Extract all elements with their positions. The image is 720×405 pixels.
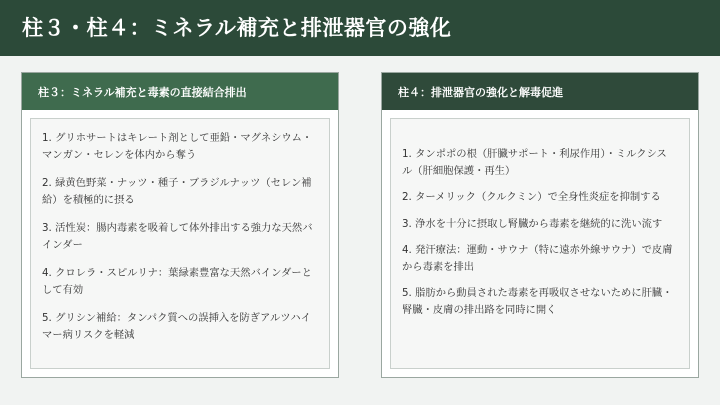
slide-title: 柱３・柱４：ミネラル補充と排泄器官の強化 <box>22 16 452 40</box>
pillar-4-title: 柱４：排泄器官の強化と解毒促進 <box>398 85 563 99</box>
pillar-4-panel <box>381 72 699 378</box>
list-item: 4. 発汗療法：運動・サウナ（特に遠赤外線サウナ）で皮膚から毒素を排出 <box>402 244 673 273</box>
pillar-3-panel <box>21 72 339 378</box>
list-item: 3. 浄水を十分に摂取し腎臓から毒素を継続的に洗い流す <box>402 217 663 230</box>
list-item: 3. 活性炭：腸内毒素を吸着して体外排出する強力な天然バインダー <box>42 222 313 251</box>
pillar-3-title: 柱３：ミネラル補充と毒素の直接結合排出 <box>38 85 247 99</box>
list-item: 2. ターメリック（クルクミン）で全身性炎症を抑制する <box>402 191 661 203</box>
list-item: 1. グリホサートはキレート剤として亜鉛・マグネシウム・マンガン・セレンを体内から奪う <box>42 132 313 161</box>
pillar-3-header <box>22 73 338 110</box>
list-item: 5. グリシン補給：タンパク質への誤挿入を防ぎアルツハイマー病リスクを軽減 <box>42 312 311 341</box>
pillar-3-list <box>30 118 330 369</box>
list-item: 1. タンポポの根（肝臓サポート・利尿作用）・ミルクシスル（肝細胞保護・再生） <box>402 148 667 177</box>
list-item: 5. 脂肪から動員された毒素を再吸収させないために肝臓・腎臓・皮膚の排出路を同時に開く <box>402 287 673 316</box>
pillar-4-list <box>390 118 690 369</box>
list-item: 4. クロレラ・スピルリナ：葉緑素豊富な天然バインダーとして有効 <box>42 267 312 296</box>
slide-header <box>0 0 720 56</box>
pillar-4-header <box>382 73 698 110</box>
list-item: 2. 緑黄色野菜・ナッツ・種子・ブラジルナッツ（セレン補給）を積極的に摂る <box>42 177 312 206</box>
